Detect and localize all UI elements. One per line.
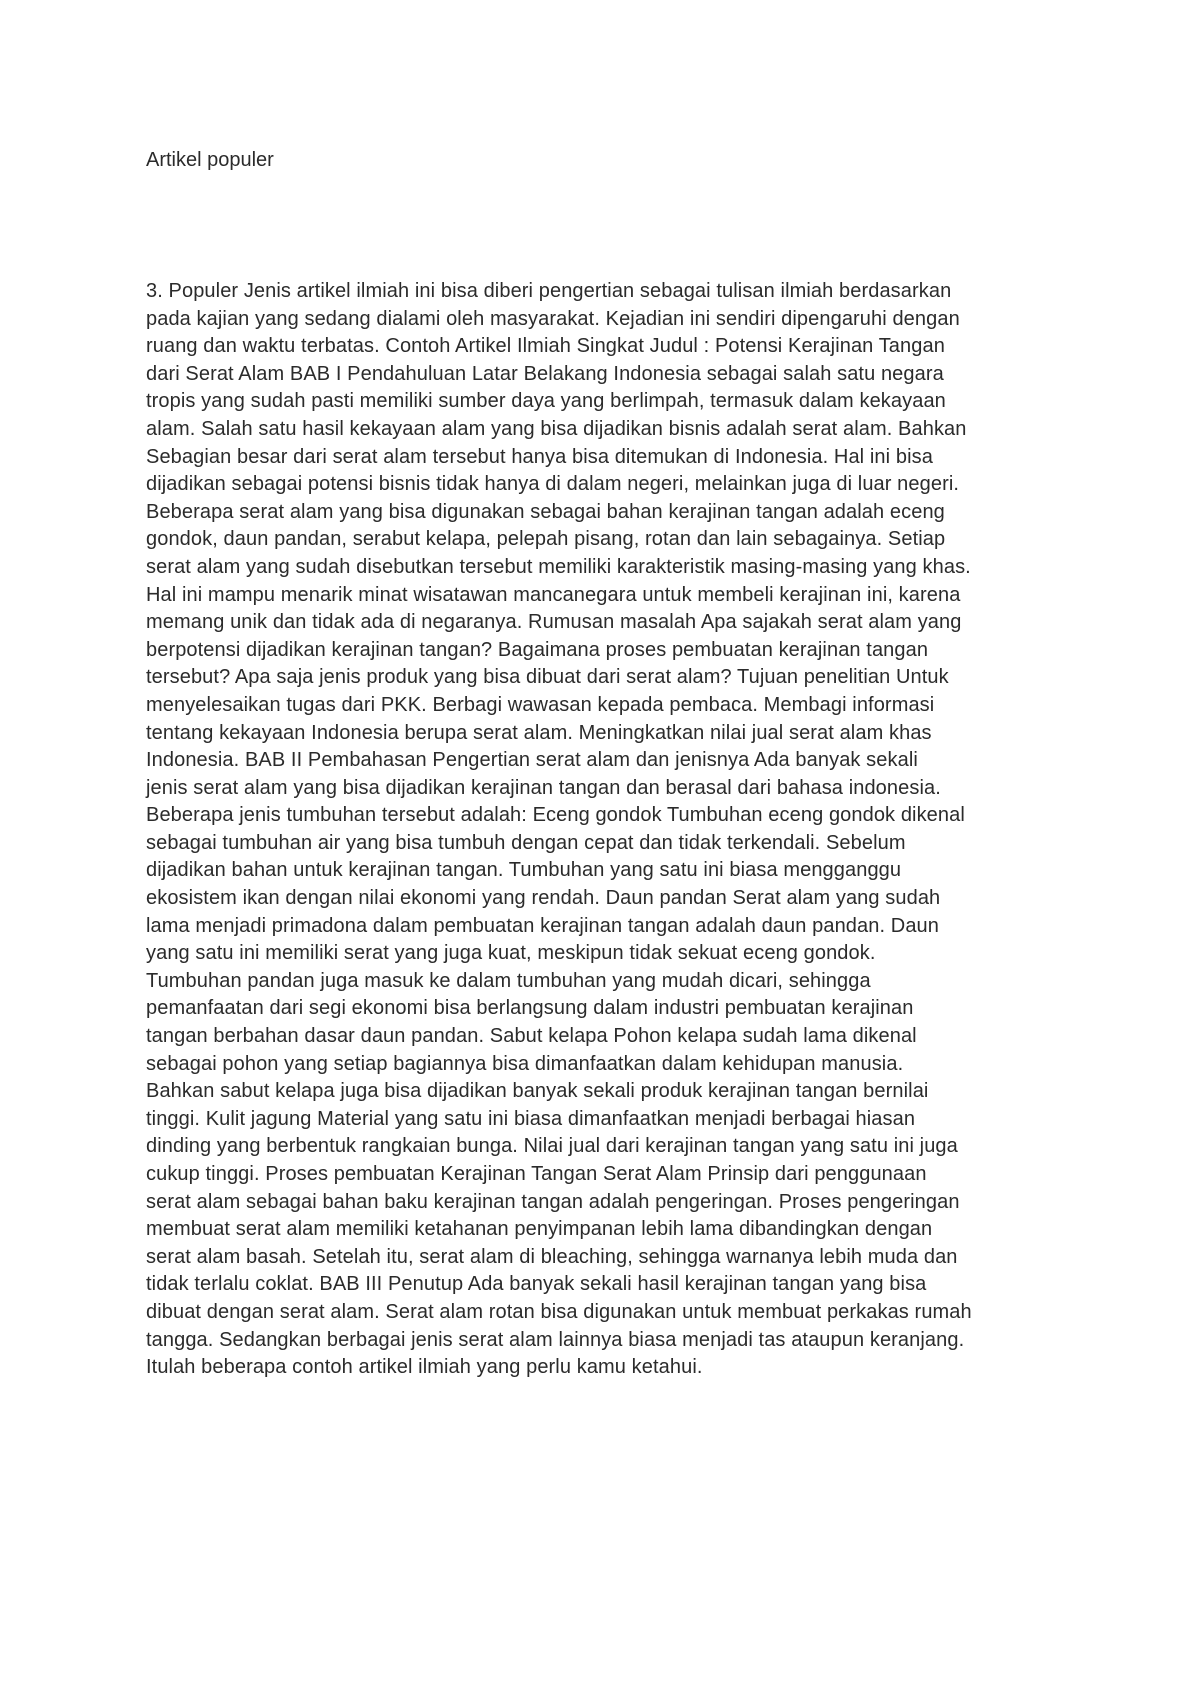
body-line: sebagai pohon yang setiap bagiannya bisa dimanfaatkan dalam kehidupan manusia. bbox=[146, 1052, 904, 1075]
body-line: Itulah beberapa contoh artikel ilmiah yang perlu kamu ketahui. bbox=[146, 1356, 703, 1379]
body-line: tangga. Sedangkan berbagai jenis serat alam lainnya biasa menjadi tas ataupun keranjang. bbox=[146, 1328, 965, 1351]
body-line: dijadikan sebagai potensi bisnis tidak hanya di dalam negeri, melainkan juga di luar negeri. bbox=[146, 473, 960, 496]
body-line: tangan berbahan dasar daun pandan. Sabut kelapa Pohon kelapa sudah lama dikenal bbox=[146, 1025, 917, 1048]
body-line: pemanfaatan dari segi ekonomi bisa berlangsung dalam industri pembuatan kerajinan bbox=[146, 997, 914, 1020]
body-line: dibuat dengan serat alam. Serat alam rotan bisa digunakan untuk membuat perkakas rumah bbox=[146, 1300, 972, 1323]
body-line: tentang kekayaan Indonesia berupa serat alam. Meningkatkan nilai jual serat alam khas bbox=[146, 721, 932, 744]
document-title: Artikel populer bbox=[146, 149, 274, 171]
body-line: serat alam basah. Setelah itu, serat alam di bleaching, sehingga warnanya lebih muda dan bbox=[146, 1245, 958, 1268]
body-line: berpotensi dijadikan kerajinan tangan? Bagaimana proses pembuatan kerajinan tangan bbox=[146, 638, 929, 661]
body-line: Bahkan sabut kelapa juga bisa dijadikan banyak sekali produk kerajinan tangan bernilai bbox=[146, 1080, 929, 1103]
body-line: sebagai tumbuhan air yang bisa tumbuh dengan cepat dan tidak terkendali. Sebelum bbox=[146, 831, 906, 854]
body-line: tidak terlalu coklat. BAB III Penutup Ada banyak sekali hasil kerajinan tangan yang bisa bbox=[146, 1273, 927, 1296]
body-line: memang unik dan tidak ada di negaranya. Rumusan masalah Apa sajakah serat alam yang bbox=[146, 611, 962, 634]
body-line: serat alam sebagai bahan baku kerajinan tangan adalah pengeringan. Proses pengeringan bbox=[146, 1190, 960, 1213]
body-line: lama menjadi primadona dalam pembuatan kerajinan tangan adalah daun pandan. Daun bbox=[146, 914, 939, 937]
body-line: jenis serat alam yang bisa dijadikan kerajinan tangan dan berasal dari bahasa indonesia. bbox=[146, 776, 941, 799]
body-line: ruang dan waktu terbatas. Contoh Artikel Ilmiah Singkat Judul : Potensi Kerajinan Tangan bbox=[146, 335, 945, 358]
body-line: tropis yang sudah pasti memiliki sumber daya yang berlimpah, termasuk dalam kekayaan bbox=[146, 390, 946, 413]
body-line: tinggi. Kulit jagung Material yang satu ini biasa dimanfaatkan menjadi berbagai hiasan bbox=[146, 1107, 916, 1130]
body-line: Beberapa jenis tumbuhan tersebut adalah: Eceng gondok Tumbuhan eceng gondok dikenal bbox=[146, 804, 965, 827]
body-line: Beberapa serat alam yang bisa digunakan sebagai bahan kerajinan tangan adalah eceng bbox=[146, 500, 945, 523]
body-line: dari Serat Alam BAB I Pendahuluan Latar Belakang Indonesia sebagai salah satu negara bbox=[146, 362, 944, 385]
body-line: serat alam yang sudah disebutkan tersebut memiliki karakteristik masing-masing yang khas. bbox=[146, 555, 971, 578]
body-line: membuat serat alam memiliki ketahanan penyimpanan lebih lama dibandingkan dengan bbox=[146, 1218, 933, 1241]
body-line: menyelesaikan tugas dari PKK. Berbagi wawasan kepada pembaca. Membagi informasi bbox=[146, 693, 935, 716]
body-line: dijadikan bahan untuk kerajinan tangan. Tumbuhan yang satu ini biasa mengganggu bbox=[146, 859, 902, 882]
body-line: yang satu ini memiliki serat yang juga kuat, meskipun tidak sekuat eceng gondok. bbox=[146, 942, 876, 965]
body-line: alam. Salah satu hasil kekayaan alam yang bisa dijadikan bisnis adalah serat alam. Bahkan bbox=[146, 417, 967, 440]
body-line: ekosistem ikan dengan nilai ekonomi yang rendah. Daun pandan Serat alam yang sudah bbox=[146, 887, 941, 910]
document-body bbox=[146, 278, 1086, 1382]
body-line: Hal ini mampu menarik minat wisatawan mancanegara untuk membeli kerajinan ini, karena bbox=[146, 583, 961, 606]
body-line: Indonesia. BAB II Pembahasan Pengertian serat alam dan jenisnya Ada banyak sekali bbox=[146, 749, 918, 772]
body-line: gondok, daun pandan, serabut kelapa, pelepah pisang, rotan dan lain sebagainya. Setiap bbox=[146, 528, 946, 551]
body-line: tersebut? Apa saja jenis produk yang bisa dibuat dari serat alam? Tujuan penelitian Untuk bbox=[146, 666, 949, 689]
body-line: dinding yang berbentuk rangkaian bunga. Nilai jual dari kerajinan tangan yang satu ini juga bbox=[146, 1135, 958, 1158]
body-line: Tumbuhan pandan juga masuk ke dalam tumbuhan yang mudah dicari, sehingga bbox=[146, 969, 871, 992]
body-line: Sebagian besar dari serat alam tersebut hanya bisa ditemukan di Indonesia. Hal ini bisa bbox=[146, 445, 933, 468]
body-line: cukup tinggi. Proses pembuatan Kerajinan Tangan Serat Alam Prinsip dari penggunaan bbox=[146, 1163, 927, 1185]
body-line: 3. Populer Jenis artikel ilmiah ini bisa diberi pengertian sebagai tulisan ilmiah berdasarkan bbox=[146, 280, 952, 302]
body-line: pada kajian yang sedang dialami oleh masyarakat. Kejadian ini sendiri dipengaruhi dengan bbox=[146, 307, 960, 330]
